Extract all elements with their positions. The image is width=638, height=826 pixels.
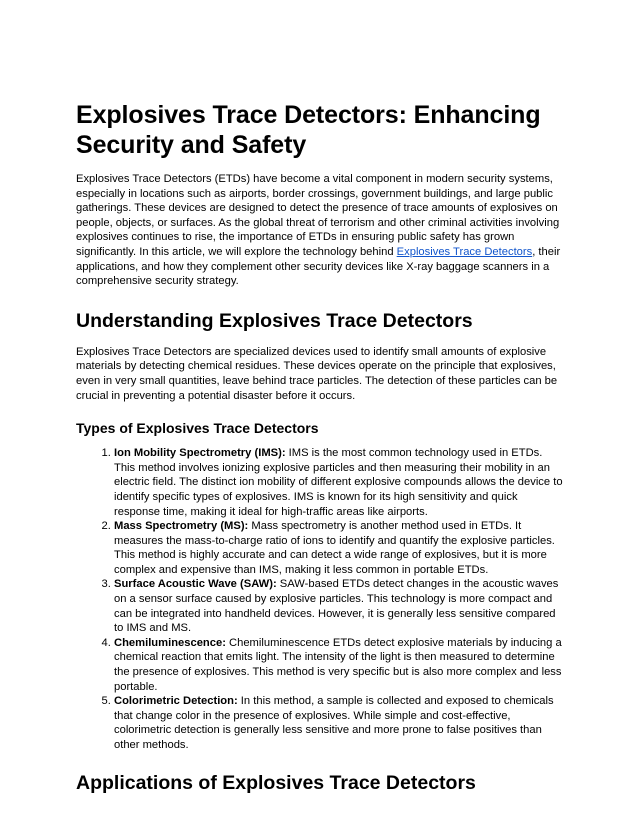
intro-text-after-link: , their applications, and how they complement other security devices like X-ray baggage scanners in a comprehensive security strategy.	[76, 245, 561, 288]
list-item	[114, 694, 566, 752]
subheading-types: Types of Explosives Trace Detectors	[76, 420, 319, 437]
list-item	[114, 446, 566, 519]
list-item-term: Mass Spectrometry (MS):	[114, 520, 249, 533]
document-title: Explosives Trace Detectors: Enhancing Security and Safety	[76, 101, 541, 159]
list-item-text: IMS is the most common technology used in ETDs. This method involves ionizing explosive particles and then measuring their mobility in an electric field. The distinct ion mobility of different explosive compounds allows the device to identify specific types of explosives. IMS is known for its high sensitivity and quick response time, making it ideal for high-traffic areas like airports.	[114, 447, 563, 518]
section-heading-applications: Applications of Explosives Trace Detectors	[76, 771, 476, 794]
list-item	[114, 577, 566, 635]
list-item-text: In this method, a sample is collected and exposed to chemicals that change color in the presence of explosives. While simple and cost-effective, colorimetric detection is generally less sensitive and more prone to false positives than other methods.	[114, 695, 554, 751]
list-item-term: Surface Acoustic Wave (SAW):	[114, 578, 277, 591]
section-heading-understanding: Understanding Explosives Trace Detectors	[76, 309, 473, 332]
types-list	[76, 446, 566, 752]
list-item-text: Chemiluminescence ETDs detect explosive materials by inducing a chemical reaction that emits light. The intensity of the light is then measured to determine the presence of explosives. This method is very specific but is also more complex and less portable.	[114, 636, 562, 693]
etd-link[interactable]: Explosives Trace Detectors	[396, 245, 533, 258]
list-item	[114, 519, 566, 577]
understanding-paragraph: Explosives Trace Detectors are specialized devices used to identify small amounts of explosive materials by detecting chemical residues. These devices operate on the principle that explosives, even in very small quantities, leave behind trace particles. The detection of these particles can be crucial in preventing a potential disaster before it occurs.	[76, 345, 558, 402]
list-item-term: Chemiluminescence:	[114, 636, 226, 649]
list-item-text: SAW-based ETDs detect changes in the acoustic waves on a sensor surface caused by explosive particles. This technology is more compact and can be integrated into handheld devices. However, it is generally less sensitive compared to IMS and MS.	[114, 578, 559, 635]
intro-paragraph	[76, 172, 566, 289]
list-item-term: Ion Mobility Spectrometry (IMS):	[114, 447, 286, 460]
list-item	[114, 636, 566, 694]
list-item-term: Colorimetric Detection:	[114, 695, 238, 708]
list-item-text: Mass spectrometry is another method used in ETDs. It measures the mass-to-charge ratio of ions to identify and quantify the explosive particles. This method is highly accurate and can detect a wide range of explosives, but it is more complex and expensive than IMS, making it less common in portable ETDs.	[114, 520, 555, 576]
document-page	[76, 100, 566, 795]
intro-text-before-link: Explosives Trace Detectors (ETDs) have become a vital component in modern security systems, especially in locations such as airports, border crossings, government buildings, and large public gatherings. These devices are designed to detect the presence of trace amounts of explosives on people, objects, or surfaces. As the global threat of terrorism and other criminal activities involving explosives continues to rise, the importance of ETDs in ensuring public safety has grown significantly. In this article, we will explore the technology behind	[76, 173, 560, 258]
